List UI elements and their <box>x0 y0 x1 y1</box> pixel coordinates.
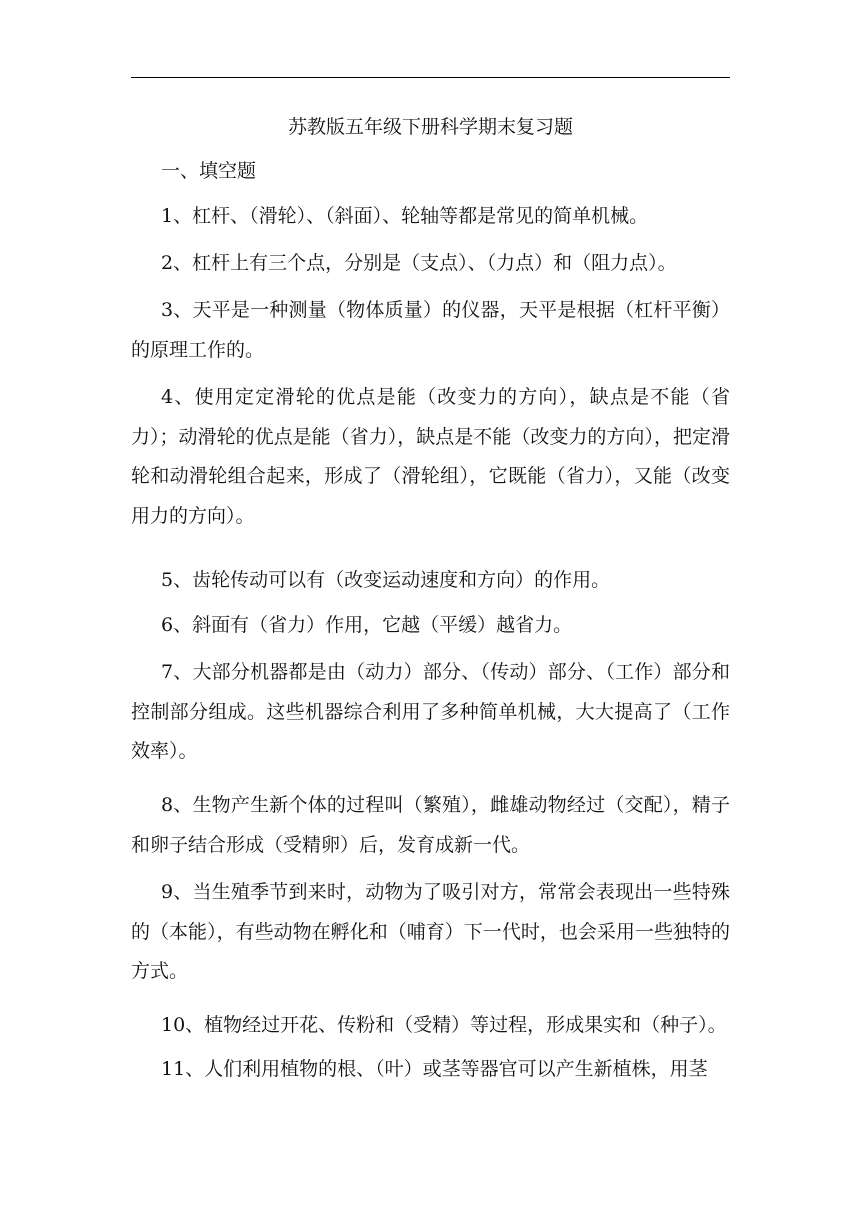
question-item-3: 3、天平是一种测量（物体质量）的仪器，天平是根据（杠杆平衡）的原理工作的。 <box>131 299 730 361</box>
question-item-6: 6、斜面有（省力）作用，它越（平缓）越省力。 <box>161 614 573 636</box>
question-item-1: 1、杠杆、（滑轮）、（斜面）、轮轴等都是常见的简单机械。 <box>161 205 649 227</box>
question-item-2: 2、杠杆上有三个点，分别是（支点）、（力点）和（阻力点）。 <box>161 252 677 274</box>
header-rule <box>131 77 730 78</box>
question-item-11: 11、人们利用植物的根、（叶）或茎等器官可以产生新植株，用茎 <box>161 1058 708 1080</box>
question-item-9: 9、当生殖季节到来时，动物为了吸引对方，常常会表现出一些特殊的（本能），有些动物在孵化和（哺育）下一代时，也会采用一些独特的方式。 <box>131 881 730 982</box>
question-item-8: 8、生物产生新个体的过程叫（繁殖），雌雄动物经过（交配），精子和卵子结合形成（受精卵）后，发育成新一代。 <box>131 794 730 856</box>
question-item-5: 5、齿轮传动可以有（改变运动速度和方向）的作用。 <box>161 569 611 591</box>
section-heading: 一、填空题 <box>161 160 257 182</box>
question-item-10: 10、植物经过开花、传粉和（受精）等过程，形成果实和（种子）。 <box>161 1014 727 1036</box>
page-title: 苏教版五年级下册科学期末复习题 <box>287 116 573 138</box>
question-item-7: 7、大部分机器都是由（动力）部分、（传动）部分、（工作）部分和控制部分组成。这些机器综合利用了多种简单机械，大大提高了（工作效率）。 <box>131 661 730 762</box>
question-item-4: 4、使用定定滑轮的优点是能（改变力的方向），缺点是不能（省力）；动滑轮的优点是能（省力），缺点是不能（改变力的方向），把定滑轮和动滑轮组合起来，形成了（滑轮组），它既能（省力），又能（改变用力的方向）。 <box>131 386 730 527</box>
